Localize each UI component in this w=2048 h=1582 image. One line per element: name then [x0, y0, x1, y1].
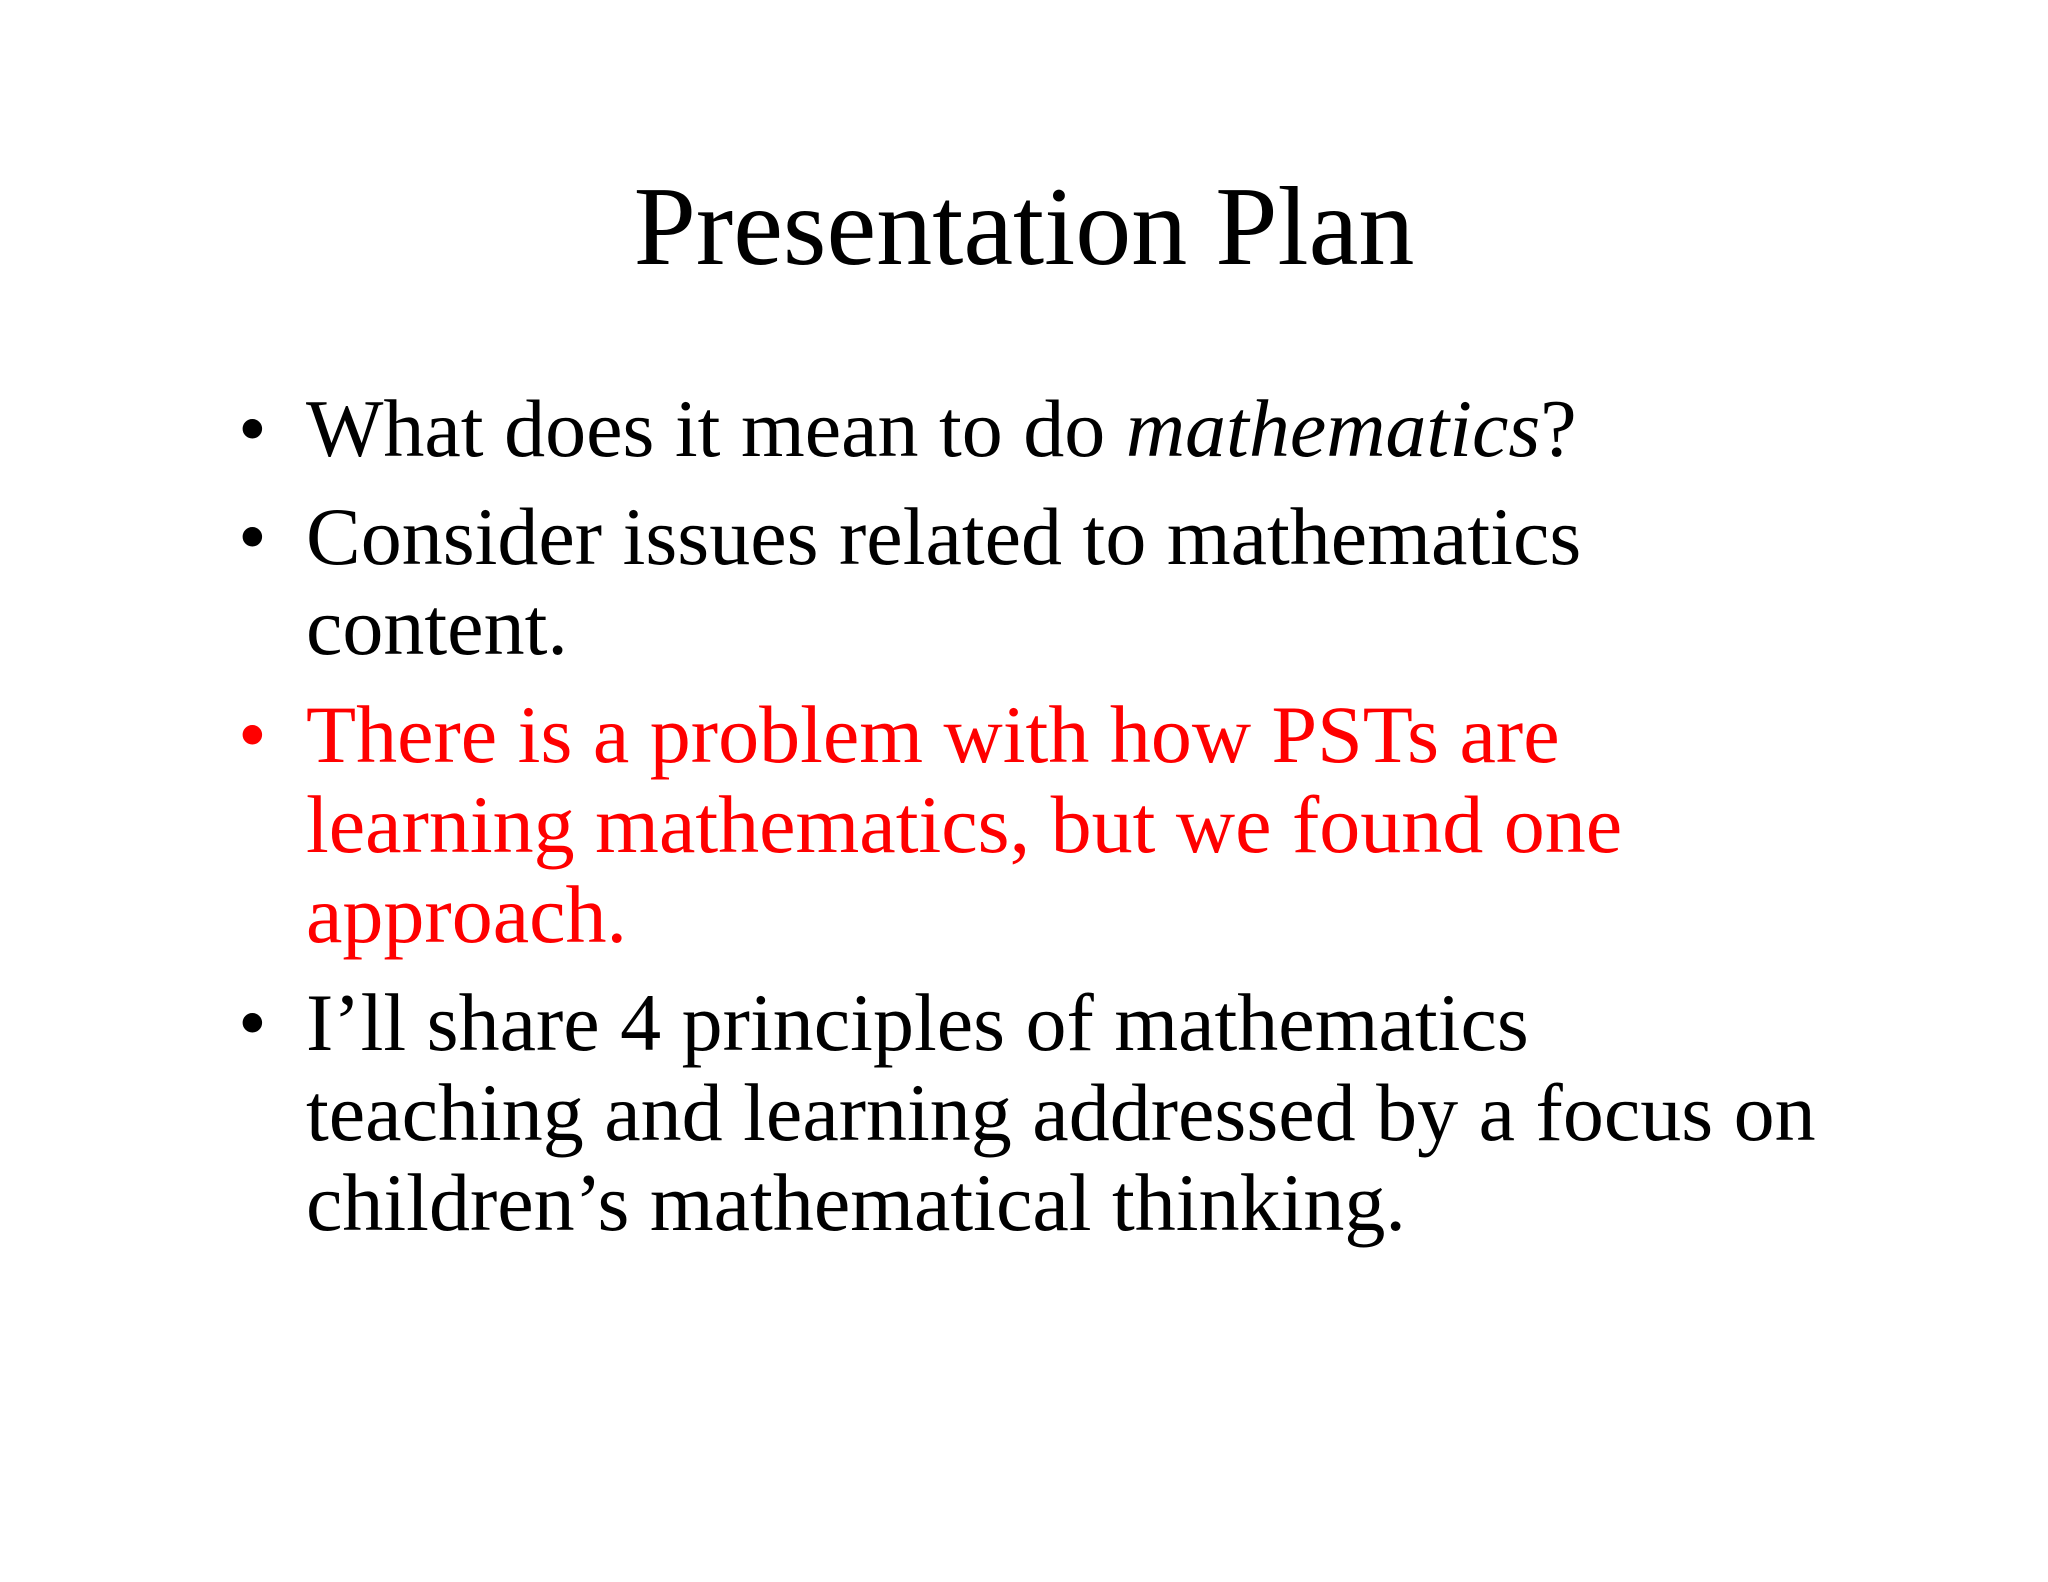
bullet-icon: • — [238, 491, 267, 582]
bullet-icon: • — [238, 689, 267, 780]
bullet-text-1-emphasis: mathematics — [1125, 383, 1541, 474]
bullet-text-4: I’ll share 4 principles of mathematics teaching and learning addressed by a focus on children’s mathematical thinking. — [306, 977, 1816, 1248]
bullet-text-1-after: ? — [1540, 383, 1577, 474]
bullet-icon: • — [238, 383, 267, 474]
slide-title: Presentation Plan — [633, 165, 1415, 289]
bullet-item-1 — [238, 384, 1818, 474]
bullet-list — [238, 384, 1818, 1266]
bullet-text-1-before: What does it mean to do — [306, 383, 1126, 474]
bullet-text-2: Consider issues related to mathematics content. — [306, 491, 1582, 672]
bullet-item-2 — [238, 492, 1818, 672]
bullet-item-3 — [238, 690, 1818, 960]
bullet-text-3: There is a problem with how PSTs are learning mathematics, but we found one approach. — [306, 689, 1623, 960]
bullet-icon: • — [238, 977, 267, 1068]
bullet-item-4 — [238, 978, 1818, 1248]
